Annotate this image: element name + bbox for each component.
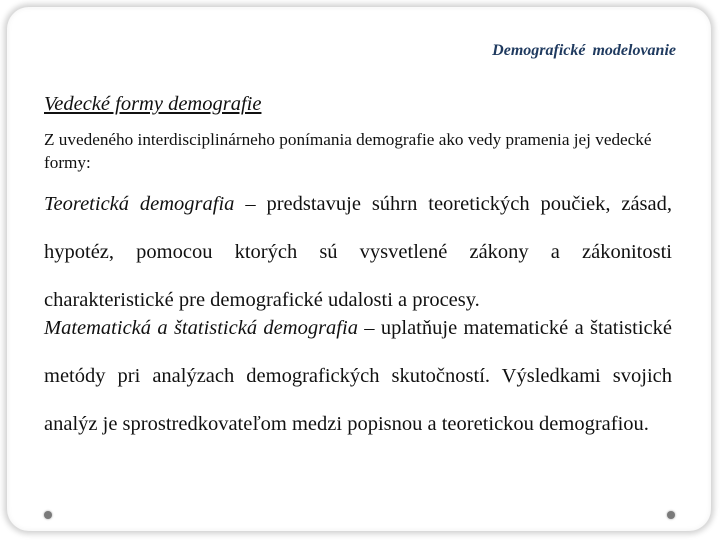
intro-text: Z uvedeného interdisciplinárneho ponímania demografie ako vedy pramenia jej vedecké formy:	[44, 130, 652, 172]
paragraph-theoretical-text: – predstavuje súhrn teoretických poučiek, zásad, hypotéz, pomocou ktorých sú vysvetlené zákony a zákonitosti charakteristické pre demografické udalosti a procesy.	[44, 193, 673, 311]
paragraph-theoretical	[44, 180, 672, 324]
paragraph-mathematical	[44, 304, 672, 448]
slide-header: Demografické modelovanie	[492, 42, 676, 59]
corner-dot-right	[667, 511, 675, 519]
corner-dot-left	[44, 511, 52, 519]
term-theoretical: Teoretická demografia	[44, 193, 235, 215]
paragraph-mathematical-text: – uplatňuje matematické a štatistické metódy pri analýzach demografických skutočností. Výsledkami svojich analýz je sprostredkovateľom medzi popisnou a teoretickou demografiou.	[44, 317, 672, 435]
slide-title: Vedecké formy demografie	[44, 93, 262, 115]
term-mathematical: Matematická a štatistická demografia	[44, 317, 358, 339]
